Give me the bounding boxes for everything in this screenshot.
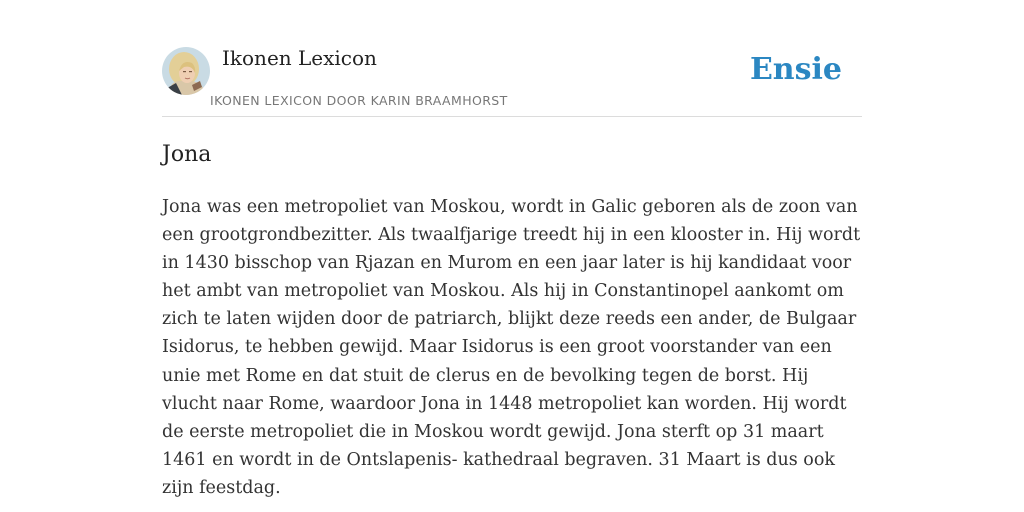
author-name[interactable]: Ikonen Lexicon: [222, 46, 377, 70]
author-subtitle: IKONEN LEXICON DOOR KARIN BRAAMHORST: [210, 93, 508, 108]
author-portrait-icon: [162, 47, 210, 95]
article-body: Jona was een metropoliet van Moskou, wordt in Galic geboren als de zoon van een grootgrondbezitter. Als twaalfjarige treedt hij in een klooster in. Hij wordt in 1430 bisschop van Rjazan en Murom en een jaar later is hij kandidaat voor het ambt van metropoliet van Moskou. Als hij in Constantinopel aankomt om zich te laten wijden door de patriarch, blijkt deze reeds een ander, de Bulgaar Isidorus, te hebben gewijd. Maar Isidorus is een groot voorstander van een unie met Rome en dat stuit de clerus en de bevolking tegen de borst. Hij vlucht naar Rome, waardoor Jona in 1448 metropoliet kan worden. Hij wordt de eerste metropoliet die in Moskou wordt gewijd. Jona sterft op 31 maart 1461 en wordt in de Ontslapenis- kathedraal begraven. 31 Maart is dus ook zijn feestdag.: [162, 197, 861, 498]
author-avatar[interactable]: [162, 47, 210, 95]
article-title: Jona: [162, 142, 212, 167]
header: [162, 44, 862, 117]
brand-logo[interactable]: Ensie: [749, 52, 842, 87]
